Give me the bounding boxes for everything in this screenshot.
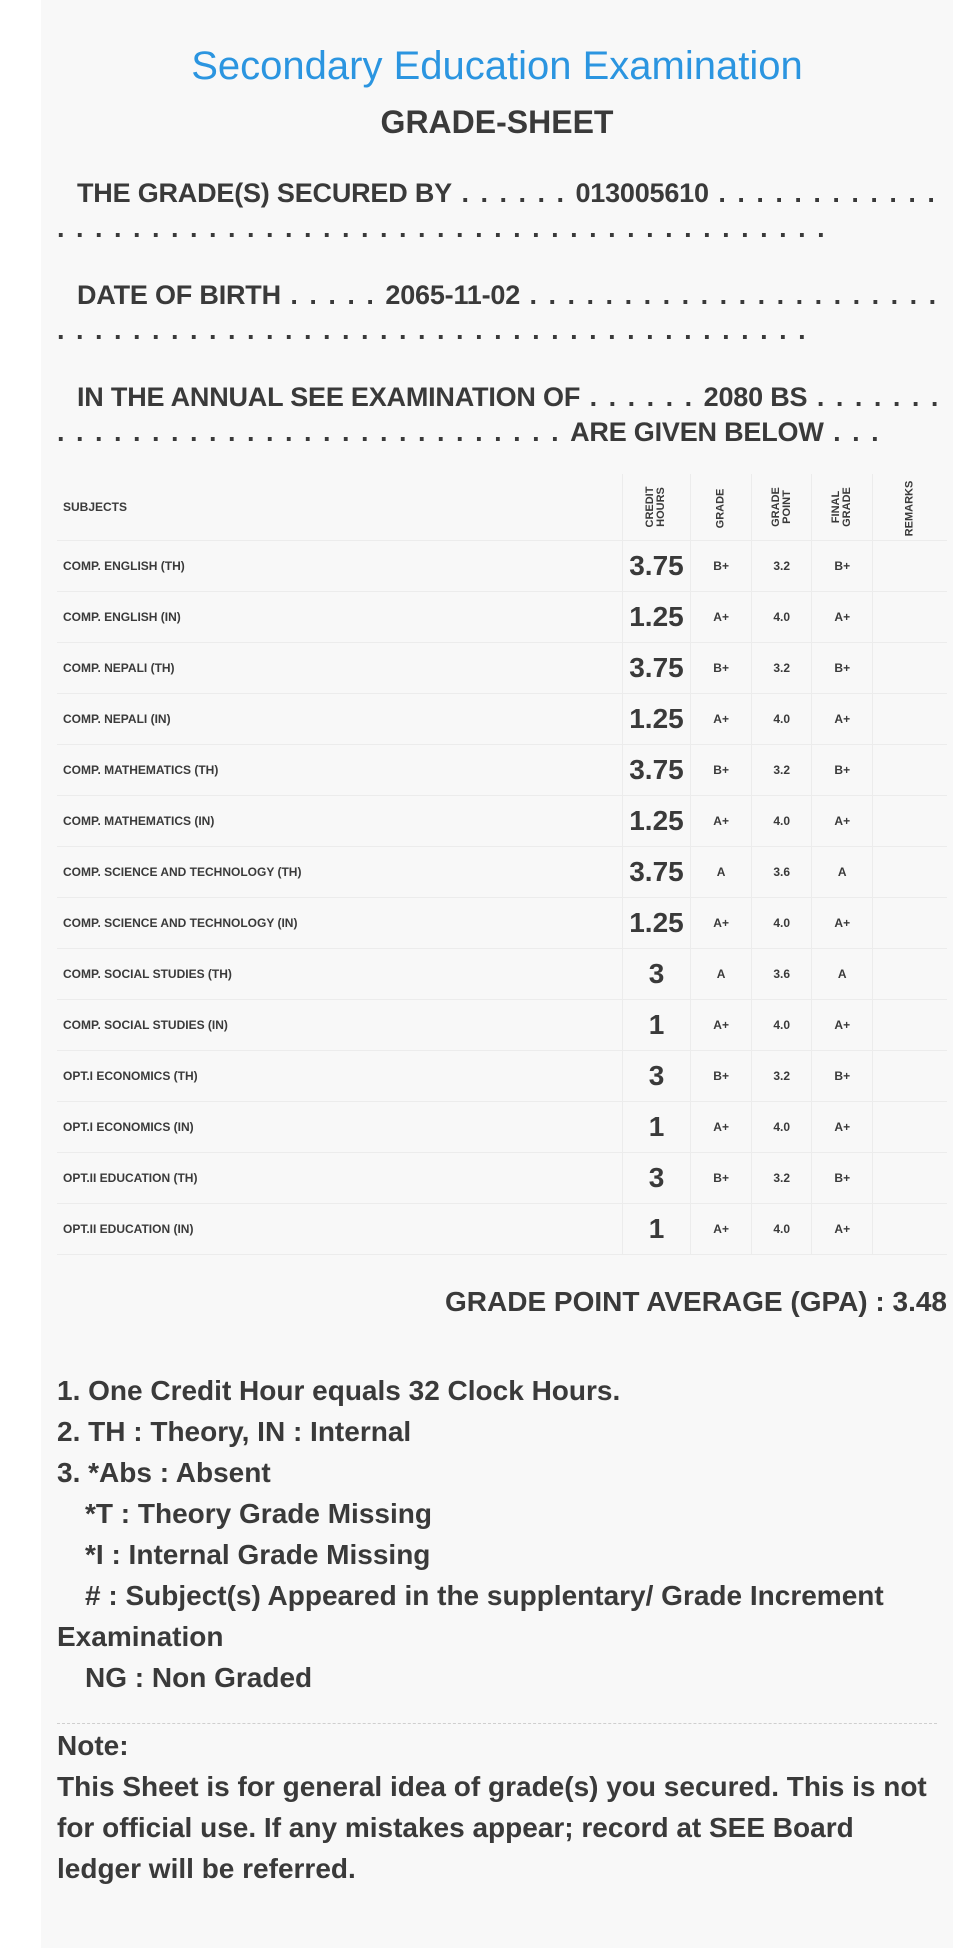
table-row [57, 694, 947, 745]
subject-cell: COMP. MATHEMATICS (IN) [57, 796, 622, 847]
credit-hours-cell: 3.75 [622, 643, 691, 694]
remarks-cell [873, 1204, 947, 1255]
grade-point-cell: 3.2 [751, 1153, 812, 1204]
grade-sheet [41, 0, 953, 1948]
grade-cell: B+ [691, 745, 752, 796]
note-item: 3. *Abs : Absent [57, 1457, 271, 1488]
table-row [57, 796, 947, 847]
exam-label: IN THE ANNUAL SEE EXAMINATION OF [77, 382, 581, 412]
grade-point-cell: 4.0 [751, 796, 812, 847]
table-row [57, 949, 947, 1000]
dob-line: DATE OF BIRTH . . . . . 2065-11-02 . . . . . . . . . . . . . . . . . . . . . . . . . . . . . . . . . . . . . . . . . . . . . . . . . . . . . . . . . . . . . . [57, 280, 939, 345]
gpa-line [445, 1282, 947, 1322]
credit-hours-cell: 1.25 [622, 898, 691, 949]
subject-cell: OPT.II EDUCATION (TH) [57, 1153, 622, 1204]
final-grade-cell: A+ [812, 694, 873, 745]
grades-table [57, 474, 947, 1255]
header-grade: GRADE [691, 474, 752, 541]
grade-cell: A+ [691, 1204, 752, 1255]
note-item: *I : Internal Grade Missing [85, 1539, 431, 1570]
final-grade-cell: B+ [812, 643, 873, 694]
final-grade-cell: B+ [812, 1153, 873, 1204]
sheet-subtitle: GRADE-SHEET [380, 104, 614, 140]
subject-cell: COMP. ENGLISH (TH) [57, 541, 622, 592]
grade-cell: A [691, 847, 752, 898]
final-grade-cell: A+ [812, 1204, 873, 1255]
exam-line: IN THE ANNUAL SEE EXAMINATION OF . . . . . . 2080 BS . . . . . . . . . . . . . . . . . . . . . . . . . . . . . . . . . . ARE GIVEN BELOW . . . [57, 382, 941, 447]
remarks-cell [873, 745, 947, 796]
table-row [57, 1102, 947, 1153]
final-grade-cell: B+ [812, 1051, 873, 1102]
table-row [57, 592, 947, 643]
note-text: This Sheet is for general idea of grade(s) you secured. This is not for official use. If any mistakes appear; record at SEE Board ledger will be referred. [57, 1771, 927, 1884]
grade-point-cell: 4.0 [751, 1000, 812, 1051]
grade-point-cell: 4.0 [751, 1204, 812, 1255]
credit-hours-cell: 3.75 [622, 745, 691, 796]
subject-cell: COMP. SOCIAL STUDIES (TH) [57, 949, 622, 1000]
grade-cell: B+ [691, 643, 752, 694]
table-row [57, 541, 947, 592]
divider [57, 1723, 937, 1724]
header-final-grade: FINAL GRADE [812, 474, 873, 541]
table-row [57, 1204, 947, 1255]
credit-hours-cell: 3 [622, 949, 691, 1000]
subject-cell: OPT.I ECONOMICS (TH) [57, 1051, 622, 1102]
credit-hours-cell: 1 [622, 1000, 691, 1051]
final-grade-cell: B+ [812, 745, 873, 796]
header-subjects: SUBJECTS [57, 474, 622, 541]
grade-point-cell: 4.0 [751, 898, 812, 949]
symbol-number: 013005610 [575, 178, 709, 208]
remarks-cell [873, 694, 947, 745]
subject-cell: COMP. MATHEMATICS (TH) [57, 745, 622, 796]
grade-point-cell: 4.0 [751, 592, 812, 643]
credit-hours-cell: 3 [622, 1153, 691, 1204]
table-row [57, 643, 947, 694]
final-grade-cell: B+ [812, 541, 873, 592]
credit-hours-cell: 1 [622, 1204, 691, 1255]
note-item: NG : Non Graded [85, 1662, 313, 1693]
credit-hours-cell: 3.75 [622, 847, 691, 898]
note-item: # : Subject(s) Appeared in the supplentary/ Grade Increment Examination [57, 1580, 884, 1652]
exam-title: Secondary Education Examination [191, 44, 803, 88]
remarks-cell [873, 1102, 947, 1153]
subject-cell: COMP. SOCIAL STUDIES (IN) [57, 1000, 622, 1051]
grade-point-cell: 3.6 [751, 847, 812, 898]
subject-cell: COMP. NEPALI (IN) [57, 694, 622, 745]
final-grade-cell: A+ [812, 1102, 873, 1153]
exam-year: 2080 BS [703, 382, 808, 412]
table-row [57, 745, 947, 796]
grade-cell: A+ [691, 898, 752, 949]
legend-notes [57, 1370, 937, 1698]
dob-value: 2065-11-02 [385, 280, 521, 310]
grade-point-cell: 4.0 [751, 1102, 812, 1153]
dob-label: DATE OF BIRTH [77, 280, 281, 310]
grade-point-cell: 3.2 [751, 745, 812, 796]
table-row [57, 1153, 947, 1204]
table-header-row [57, 474, 947, 541]
grade-cell: A+ [691, 592, 752, 643]
remarks-cell [873, 1153, 947, 1204]
grade-cell: B+ [691, 1051, 752, 1102]
final-grade-cell: A+ [812, 1000, 873, 1051]
remarks-cell [873, 898, 947, 949]
table-row [57, 1051, 947, 1102]
credit-hours-cell: 1.25 [622, 796, 691, 847]
final-grade-cell: A [812, 949, 873, 1000]
subject-cell: OPT.I ECONOMICS (IN) [57, 1102, 622, 1153]
subject-cell: COMP. NEPALI (TH) [57, 643, 622, 694]
grade-cell: B+ [691, 541, 752, 592]
table-row [57, 898, 947, 949]
table-row [57, 1000, 947, 1051]
disclaimer-note [57, 1725, 937, 1889]
grade-cell: A+ [691, 694, 752, 745]
credit-hours-cell: 1 [622, 1102, 691, 1153]
credit-hours-cell: 1.25 [622, 592, 691, 643]
gpa-label: GRADE POINT AVERAGE (GPA) : [445, 1286, 885, 1317]
credit-hours-cell: 3.75 [622, 541, 691, 592]
remarks-cell [873, 949, 947, 1000]
final-grade-cell: A+ [812, 898, 873, 949]
secured-by-line: THE GRADE(S) SECURED BY . . . . . . 013005610 . . . . . . . . . . . . . . . . . . . . . . . . . . . . . . . . . . . . . . . . . . . . . . . . . . . . . [57, 178, 937, 243]
remarks-cell [873, 1000, 947, 1051]
subject-cell: COMP. ENGLISH (IN) [57, 592, 622, 643]
header-grade-point: GRADE POINT [751, 474, 812, 541]
note-item: 2. TH : Theory, IN : Internal [57, 1416, 412, 1447]
grade-point-cell: 3.2 [751, 1051, 812, 1102]
header-remarks: REMARKS [873, 474, 947, 541]
remarks-cell [873, 592, 947, 643]
gpa-value: 3.48 [892, 1286, 947, 1317]
remarks-cell [873, 643, 947, 694]
grade-cell: A+ [691, 796, 752, 847]
remarks-cell [873, 847, 947, 898]
grade-cell: B+ [691, 1153, 752, 1204]
secured-by-label: THE GRADE(S) SECURED BY [77, 178, 452, 208]
given-below: ARE GIVEN BELOW [570, 417, 824, 447]
grade-cell: A+ [691, 1102, 752, 1153]
note-heading: Note: [57, 1730, 129, 1761]
credit-hours-cell: 1.25 [622, 694, 691, 745]
grade-point-cell: 4.0 [751, 694, 812, 745]
final-grade-cell: A+ [812, 796, 873, 847]
note-item: *T : Theory Grade Missing [85, 1498, 432, 1529]
credit-hours-cell: 3 [622, 1051, 691, 1102]
grade-point-cell: 3.2 [751, 541, 812, 592]
header-credit-hours: CREDIT HOURS [622, 474, 691, 541]
final-grade-cell: A [812, 847, 873, 898]
grade-cell: A+ [691, 1000, 752, 1051]
table-row [57, 847, 947, 898]
subject-cell: OPT.II EDUCATION (IN) [57, 1204, 622, 1255]
grade-cell: A [691, 949, 752, 1000]
note-item: 1. One Credit Hour equals 32 Clock Hours. [57, 1375, 621, 1406]
grade-point-cell: 3.2 [751, 643, 812, 694]
subject-cell: COMP. SCIENCE AND TECHNOLOGY (IN) [57, 898, 622, 949]
remarks-cell [873, 541, 947, 592]
subject-cell: COMP. SCIENCE AND TECHNOLOGY (TH) [57, 847, 622, 898]
final-grade-cell: A+ [812, 592, 873, 643]
grade-point-cell: 3.6 [751, 949, 812, 1000]
remarks-cell [873, 1051, 947, 1102]
remarks-cell [873, 796, 947, 847]
